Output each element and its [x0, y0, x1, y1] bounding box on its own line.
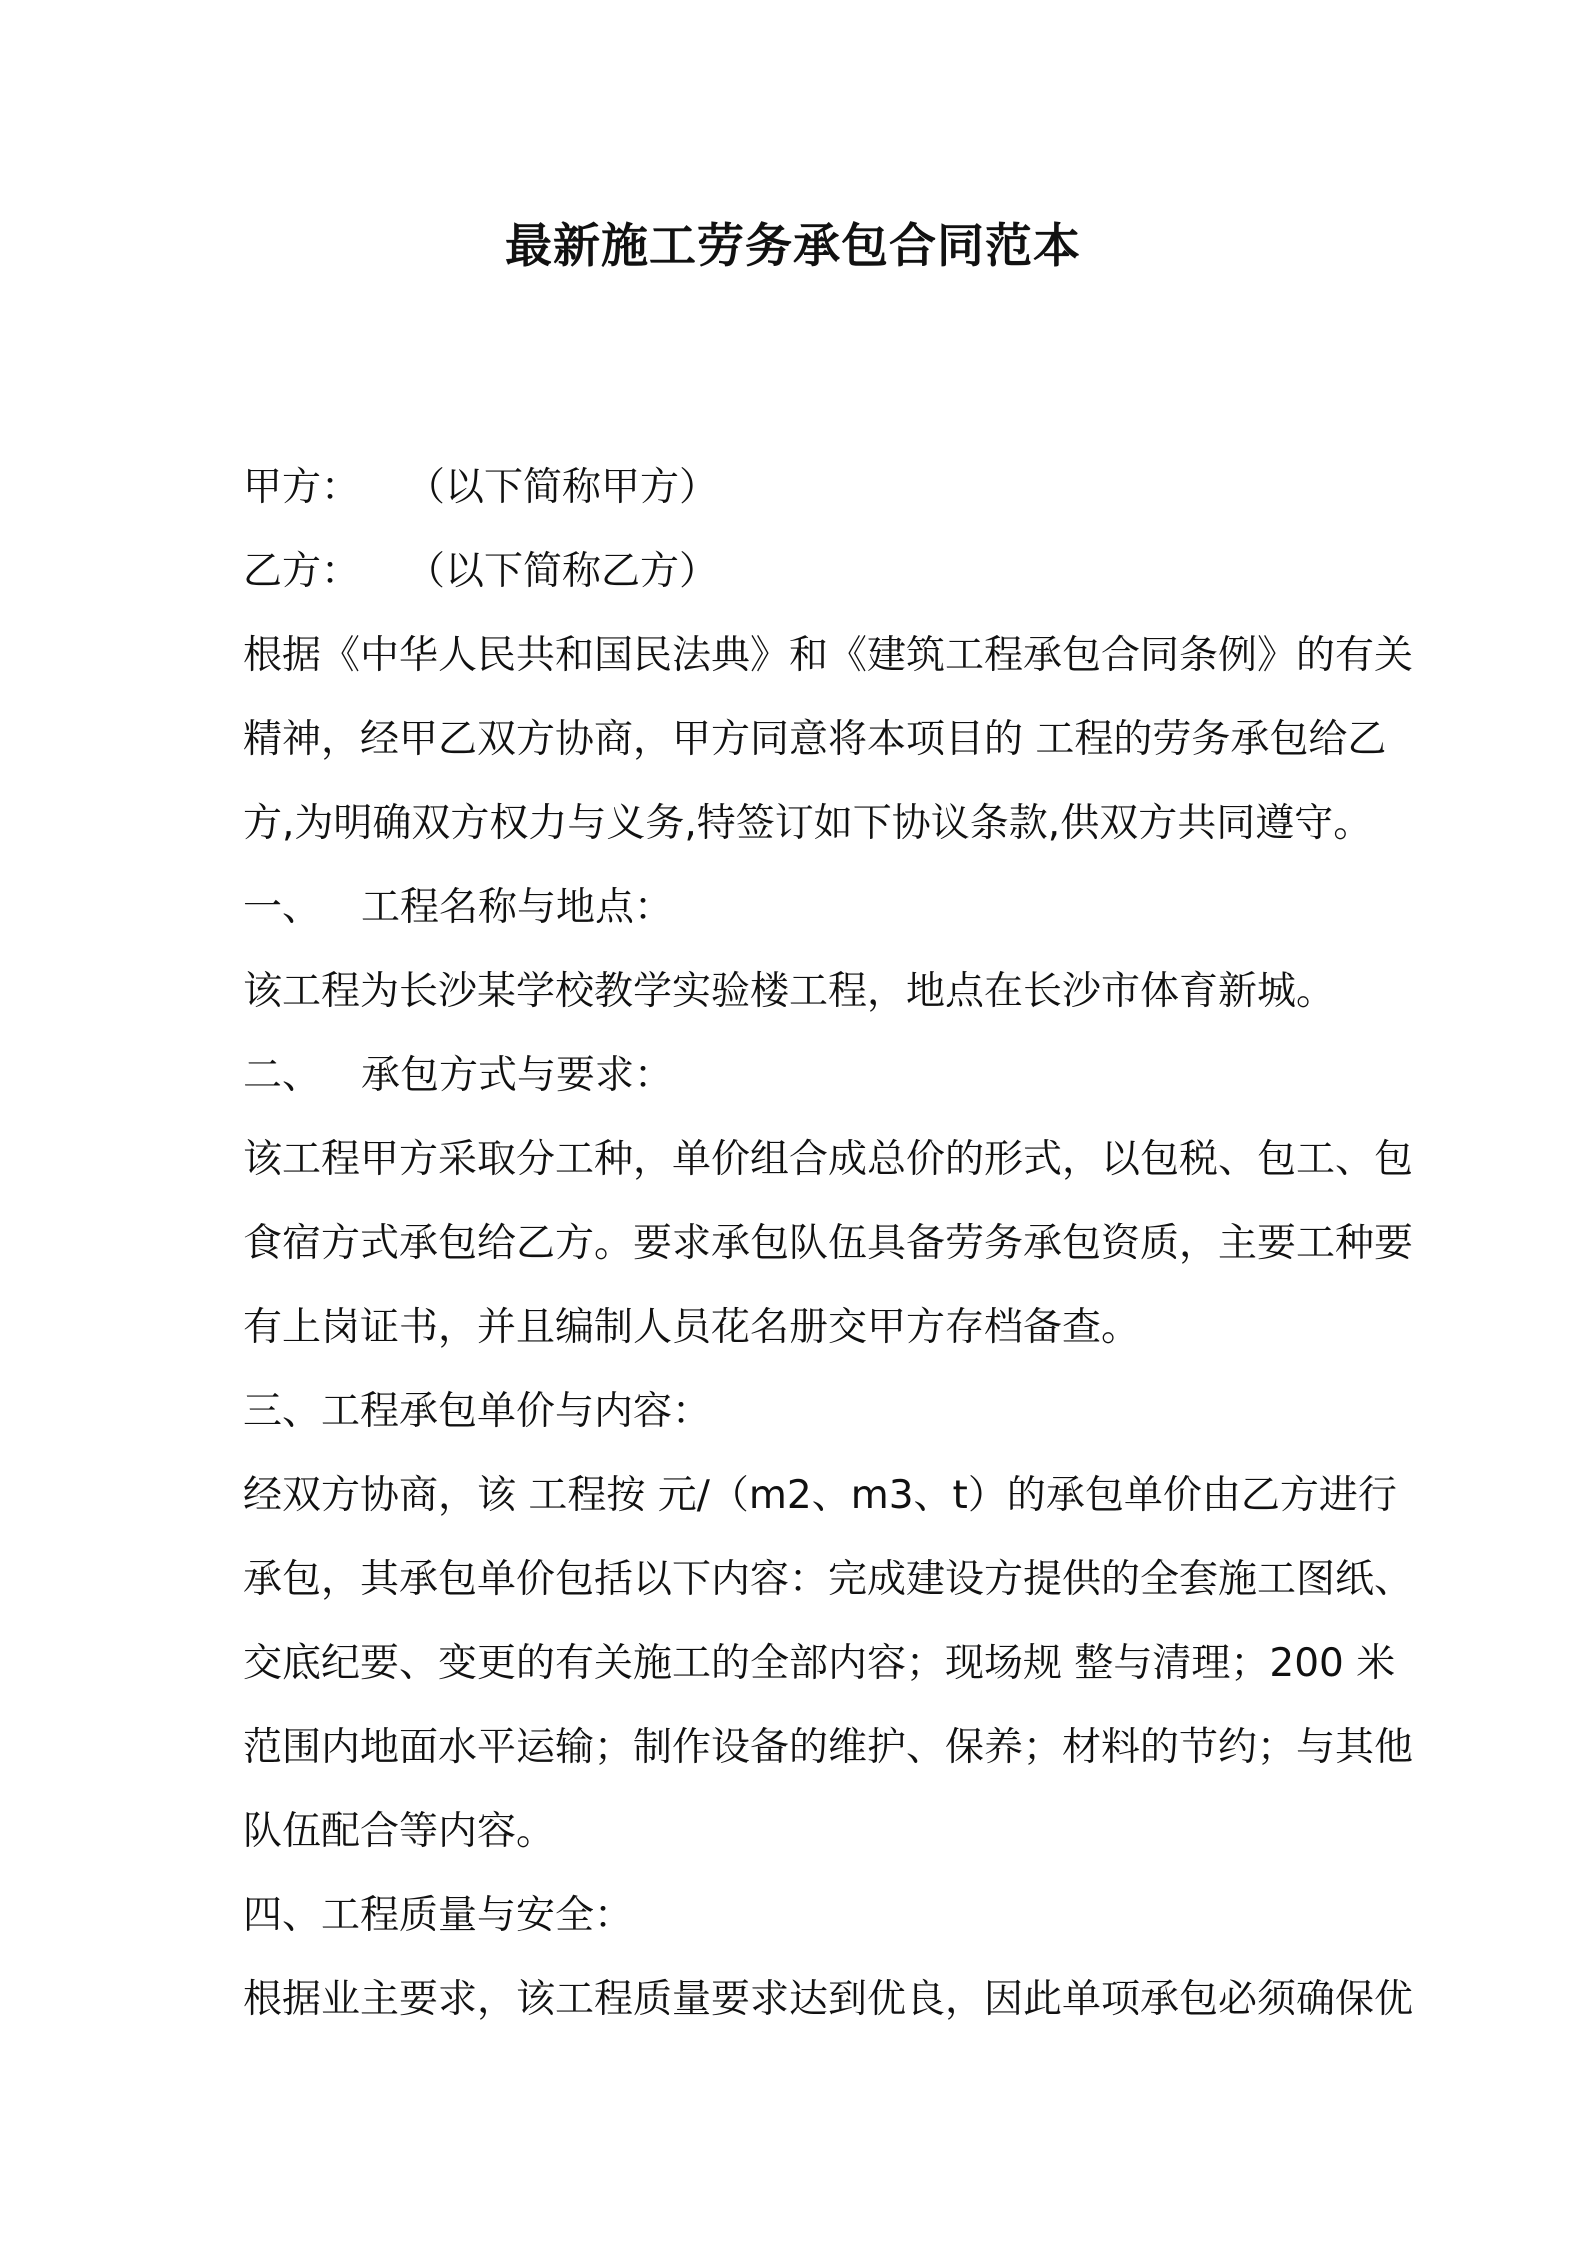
- party-b-note: （以下简称乙方）: [406, 549, 719, 594]
- section-1-number: 一、: [243, 885, 322, 930]
- section-2-number: 二、: [243, 1053, 322, 1098]
- intro-line: 精神，经甲乙双方协商，甲方同意将本项目的 工程的劳务承包给乙: [243, 717, 1387, 762]
- section-2-paragraph: 该工程甲方采取分工种，单价组合成总价的形式，以包税、包工、包: [243, 1137, 1414, 1182]
- document-title: 最新施工劳务承包合同范本: [505, 219, 1081, 274]
- section-4-heading: 四、工程质量与安全：: [243, 1893, 634, 1938]
- intro-line: 根据《中华人民共和国民法典》和《建筑工程承包合同条例》的有关: [243, 633, 1414, 678]
- party-a-line: [243, 446, 1353, 530]
- section-2-heading: [243, 1034, 1353, 1118]
- section-1-paragraph: 该工程为长沙某学校教学实验楼工程，地点在长沙市体育新城。: [243, 969, 1336, 1014]
- document-body: [243, 446, 1414, 2042]
- party-a-note: （以下简称甲方）: [406, 465, 719, 510]
- section-4-paragraph: 根据业主要求，该工程质量要求达到优良，因此单项承包必须确保优: [243, 1977, 1414, 2022]
- section-3-paragraph: 经双方协商，该 工程按 元/（m2、m3、t）的承包单价由乙方进行: [243, 1473, 1397, 1518]
- section-3-paragraph: 承包，其承包单价包括以下内容：完成建设方提供的全套施工图纸、: [243, 1557, 1414, 1602]
- section-3-paragraph: 交底纪要、变更的有关施工的全部内容；现场规 整与清理；200 米: [243, 1641, 1396, 1686]
- section-2-title: 承包方式与要求：: [361, 1053, 674, 1098]
- section-1-title: 工程名称与地点：: [361, 885, 674, 930]
- section-2-paragraph: 有上岗证书，并且编制人员花名册交甲方存档备查。: [243, 1305, 1141, 1350]
- section-3-paragraph: 队伍配合等内容。: [243, 1809, 556, 1854]
- section-1-heading: [243, 866, 1353, 950]
- party-b-label: 乙方：: [243, 549, 361, 594]
- party-b-line: [243, 530, 1353, 614]
- intro-line: 方,为明确双方权力与义务,特签订如下协议条款,供双方共同遵守。: [243, 801, 1373, 846]
- section-3-paragraph: 范围内地面水平运输；制作设备的维护、保养；材料的节约；与其他: [243, 1725, 1414, 1770]
- section-2-paragraph: 食宿方式承包给乙方。要求承包队伍具备劳务承包资质，主要工种要: [243, 1221, 1414, 1266]
- party-a-label: 甲方：: [243, 465, 361, 510]
- section-3-heading: 三、工程承包单价与内容：: [243, 1389, 712, 1434]
